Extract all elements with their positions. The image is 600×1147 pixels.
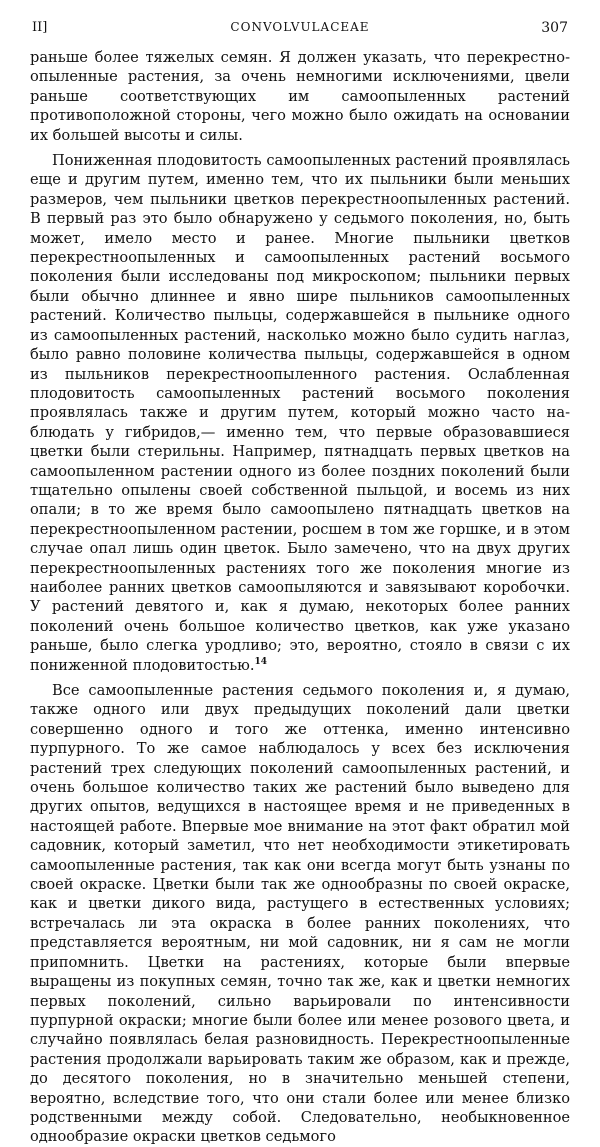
body-text [30, 48, 570, 1147]
page-number: 307 [541, 20, 568, 36]
running-head [30, 20, 570, 42]
paragraph-text: Пониженная плодовитость самоопыленных растений проявлялась еще и другим путем, именно тем, что их пыльники были меньших размеров, чем пыльники цветков перекрестноопыленных растений. В первый раз это было обнаружено у седьмого поколения, но, быть может, имело место и ранее. Многие пыльники цветков перекрестноопыленных и самоопыленных растений восьмого поколения были исследованы под микроскопом; пыльники первых были обычно длиннее и явно шире пыльников самоопыленных растений. Количество пыльцы, содержавшейся в пыльнике одного из самоопыленных растений, насколько можно было судить наглаз, было равно половине количества пыльцы, содержавшейся в одном из пыльников перекрестноопыленного растения. Ослабленная плодовитость самоопыленных растений восьмого поколения проявлялась также и другим путем, который можно часто наблюдать у гибридов,— именно тем, что первые образовавшиеся цветки были стерильны. Например, пятнадцать первых цветков на самоопыленном растении одного из более поздних поколений были тщательно опылены своей собственной пыльцой, и восемь из них опали; в то же время было самоопылено пятнадцать цветков на перекрестноопыленном растении, росшем в том же горшке, и в этом случае опал лишь один цветок. Было замечено, что на двух других перекрестноопыленных растениях того же поколения многие из наиболее ранних цветков самоопыляются и завязывают коробочки. У растений девятого и, как я думаю, некоторых более ранних поколений очень большое количество цветков, как уже указано раньше, было слегка уродливо; это, вероятно, стояло в связи с их пониженной плодовитостью. [30, 152, 570, 674]
running-title: CONVOLVULACEAE [230, 20, 370, 34]
paragraph-text: Все самоопыленные растения седьмого поколения и, я думаю, также одного или двух предыдущих поколений дали цветки совершенно одного и того же оттенка, именно интенсивно пурпурного. То же самое наблюдалось у всех без исключения растений трех следующих поколений самоопыленных растений, и очень большое количество таких же растений было выведено для других опытов, ведущихся в настоящее время и не приведенных в настоящей работе. Впервые мое внимание на этот факт обратил мой садовник, который заметил, что нет необходимости этикетировать самоопыленные растения, так как они всегда могут быть узнаны по своей окраске. Цветки были так же однообразны по своей окраске, как и цветки дикого вида, растущего в естественных условиях; встречалась ли эта окраска в более ранних поколениях, что представляется вероятным, ни мой садовник, ни я сам не могли припомнить. Цветки на растениях, которые были впервые выращены из покупных семян, точно так же, как и цветки немногих первых поколений, сильно варьировали по интенсивности пурпурной окраски; многие были более или менее розового цвета, и случайно появлялась белая разновидность. Перекрестноопыленные растения продолжали варьировать таким же образом, как и прежде, до десятого поколения, но в значительно меньшей степени, вероятно, вследствие того, что они стали более или менее близко родственными между собой. Следовательно, необыкновенное однообразие окраски цветков седьмого [30, 682, 570, 1146]
paragraph-flower-colour [30, 681, 570, 1147]
paragraph-continuation [30, 48, 570, 145]
chapter-mark: II] [32, 20, 48, 35]
paragraph-anther-fertility [30, 151, 570, 675]
paragraph-text: раньше более тяжелых семян. Я должен указать, что перекрестноопыленные растения, за очень немногими исключениями, цвели раньше соответствующих им самоопыленных растений противоположной стороны, чего можно было ожидать на основании их большей высоты и силы. [30, 49, 570, 144]
footnote-marker[interactable]: 14 [254, 656, 268, 667]
